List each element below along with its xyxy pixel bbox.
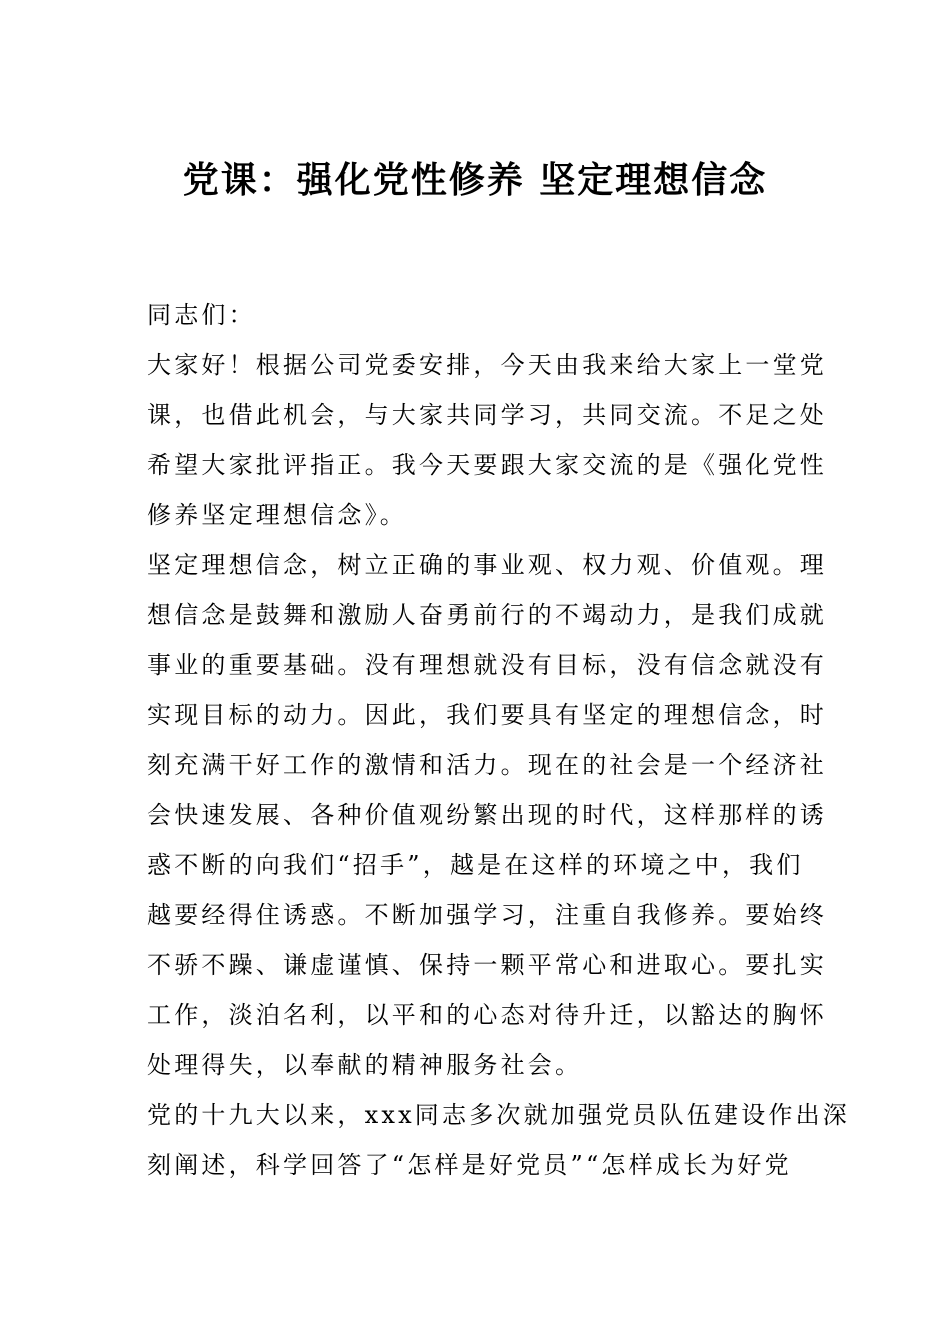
text-line: 课，也借此机会，与大家共同学习，共同交流。不足之处 bbox=[147, 401, 827, 429]
text-line: 事业的重要基础。没有理想就没有目标，没有信念就没有 bbox=[147, 651, 827, 679]
text-line: 实现目标的动力。因此，我们要具有坚定的理想信念，时 bbox=[147, 701, 827, 729]
paragraph-2 bbox=[147, 540, 827, 1090]
greeting-paragraph bbox=[147, 290, 807, 340]
text-line: 刻阐述，科学回答了“怎样是好党员”“怎样成长为好党 bbox=[147, 1151, 792, 1179]
text-line: 党的十九大以来，xxx同志多次就加强党员队伍建设作出深 bbox=[147, 1101, 851, 1129]
text-line: 不骄不躁、谦虚谨慎、保持一颗平常心和进取心。要扎实 bbox=[147, 951, 827, 979]
greeting-line: 同志们： bbox=[147, 301, 256, 329]
text-line: 坚定理想信念，树立正确的事业观、权力观、价值观。理 bbox=[147, 551, 827, 579]
text-line: 工作，淡泊名利，以平和的心态对待升迁，以豁达的胸怀 bbox=[147, 1001, 827, 1029]
paragraph-1 bbox=[147, 340, 827, 540]
text-line: 惑不断的向我们“招手”，越是在这样的环境之中，我们 bbox=[147, 851, 804, 879]
text-line: 希望大家批评指正。我今天要跟大家交流的是《强化党性 bbox=[147, 451, 827, 479]
text-line: 处理得失，以奉献的精神服务社会。 bbox=[147, 1051, 583, 1079]
text-line: 越要经得住诱惑。不断加强学习，注重自我修养。要始终 bbox=[147, 901, 827, 929]
text-line: 刻充满干好工作的激情和活力。现在的社会是一个经济社 bbox=[147, 751, 827, 779]
document-body bbox=[147, 290, 851, 1190]
paragraph-3 bbox=[147, 1090, 851, 1190]
text-line: 会快速发展、各种价值观纷繁出现的时代，这样那样的诱 bbox=[147, 801, 827, 829]
document-title: 党课：强化党性修养 坚定理想信念 bbox=[182, 159, 768, 201]
text-line: 修养坚定理想信念》。 bbox=[147, 501, 407, 529]
text-line: 想信念是鼓舞和激励人奋勇前行的不竭动力，是我们成就 bbox=[147, 601, 827, 629]
text-line: 大家好！根据公司党委安排，今天由我来给大家上一堂党 bbox=[147, 351, 827, 379]
